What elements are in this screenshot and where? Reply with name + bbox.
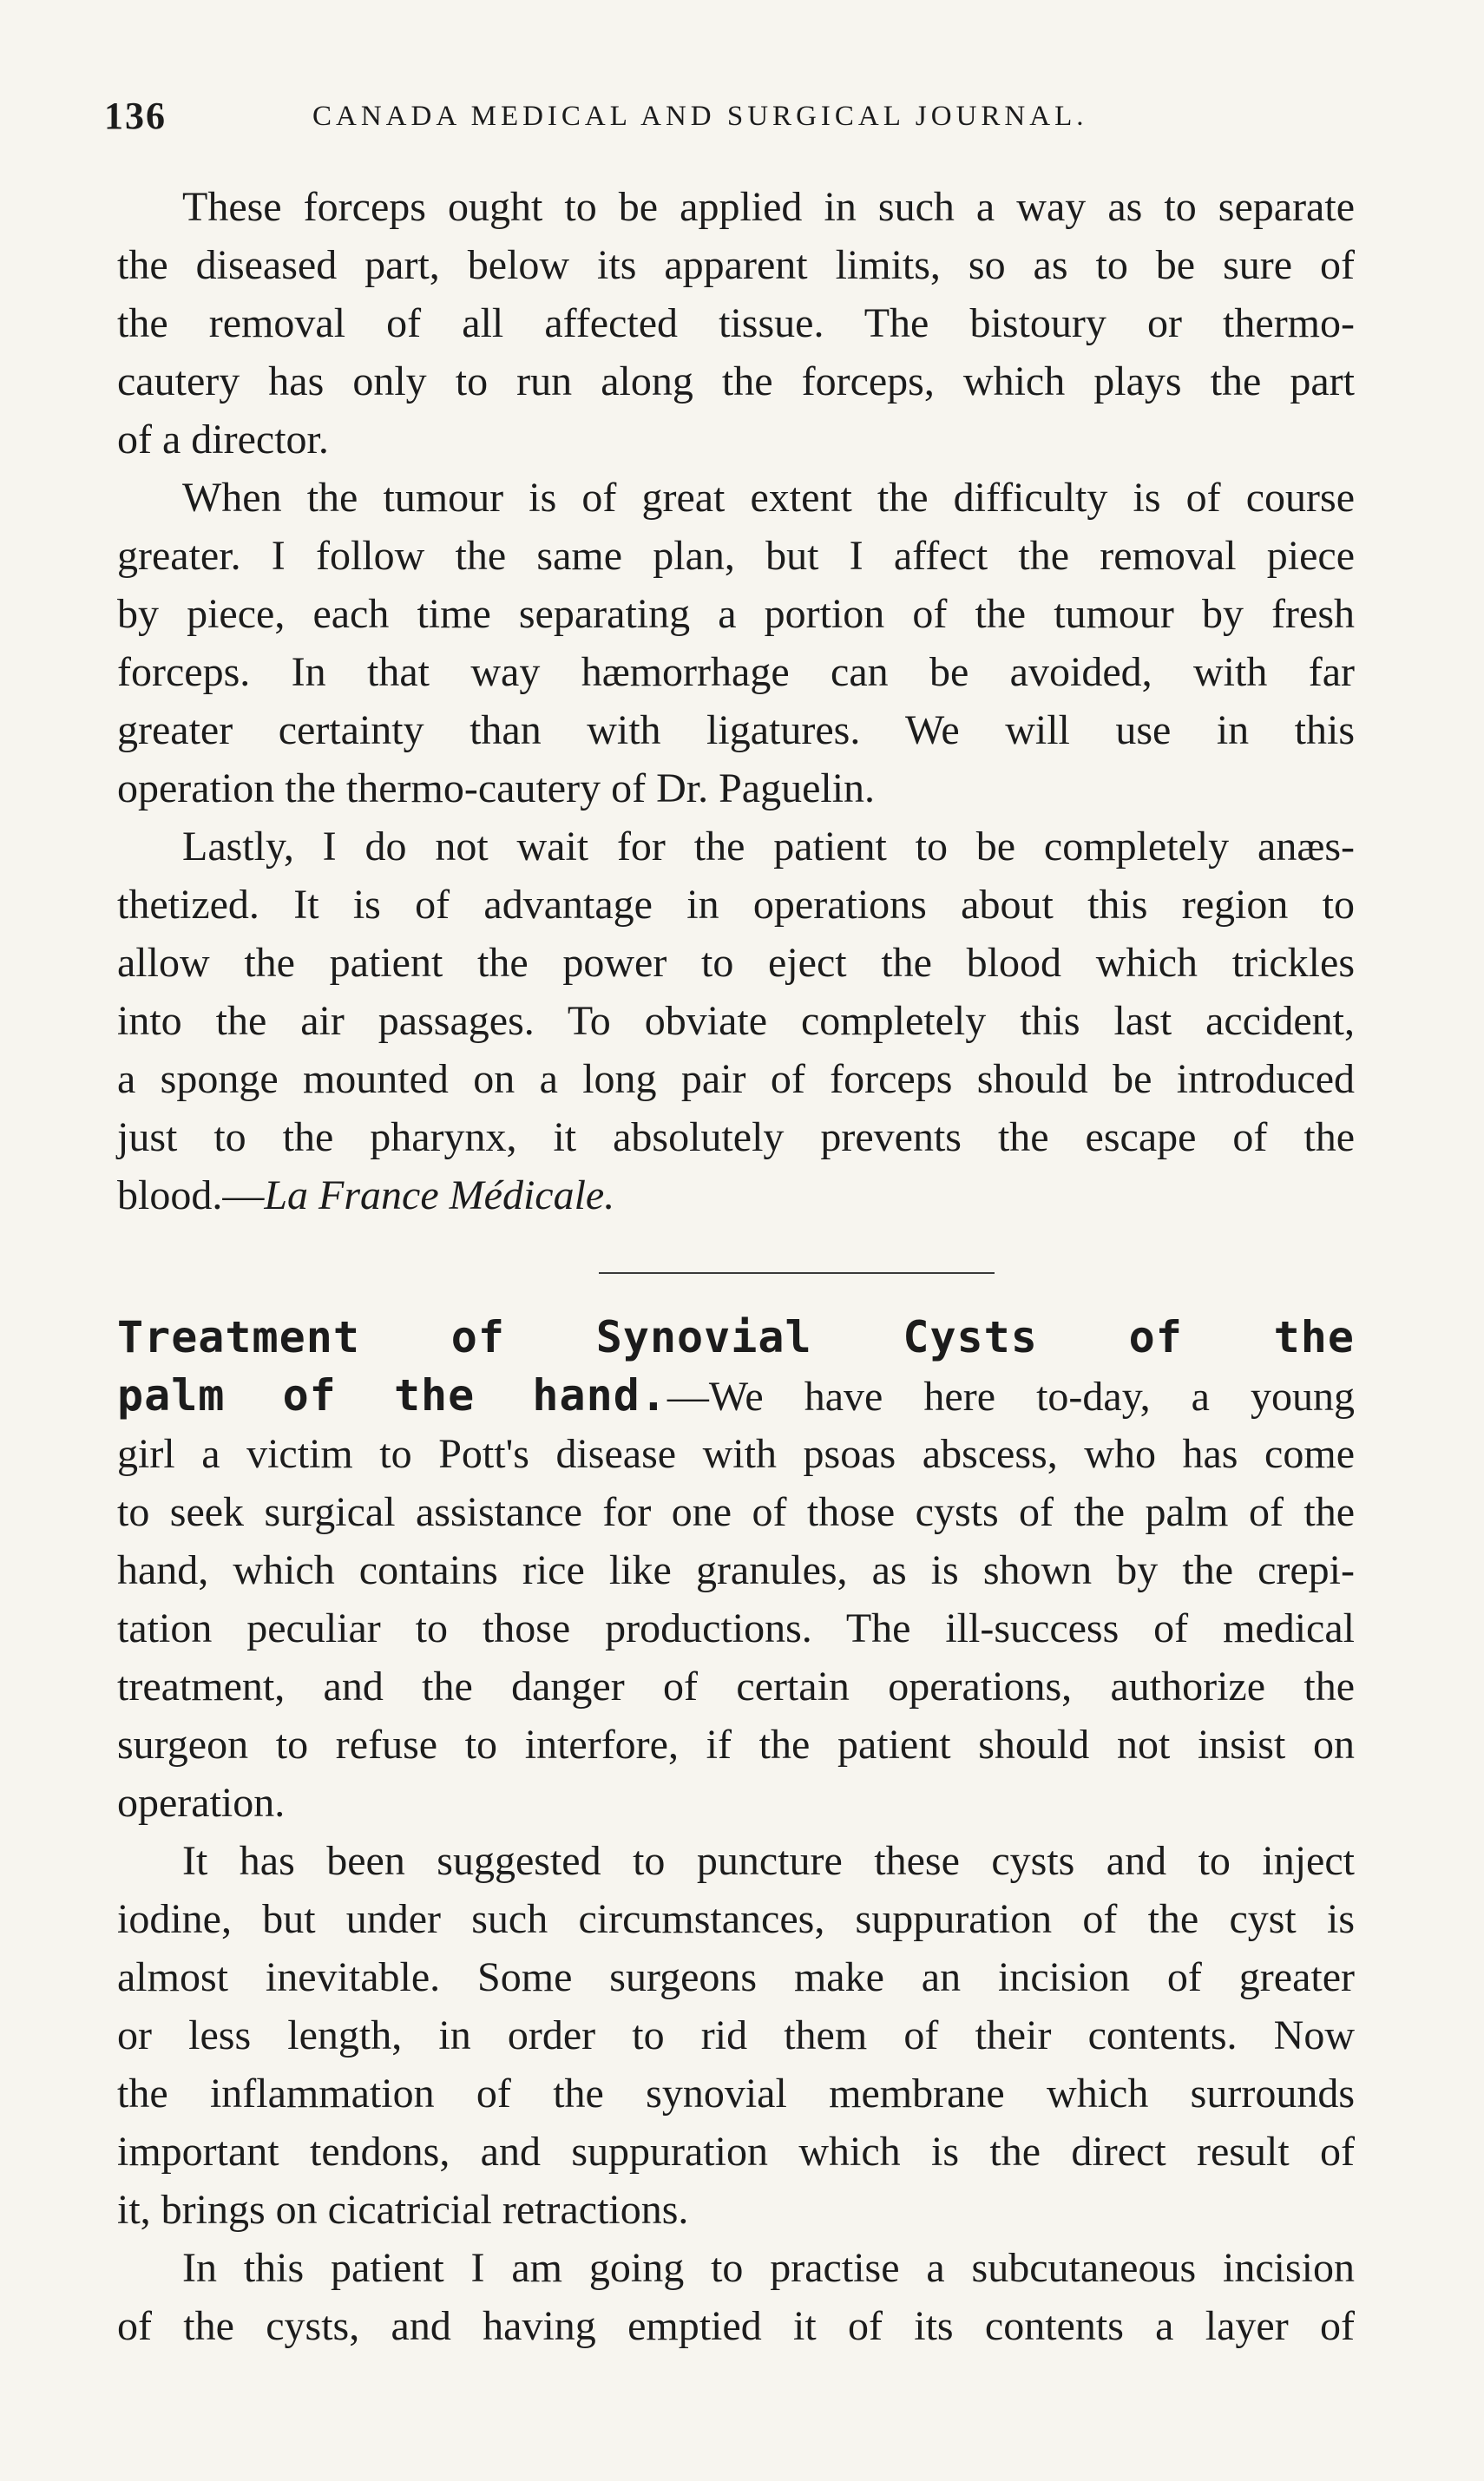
text-line: into the air passages. To obviate completely this last accident, <box>117 998 1355 1044</box>
heading-continuation-line <box>117 1367 1355 1425</box>
text-line: a sponge mounted on a long pair of forceps should be introduced <box>117 1056 1355 1102</box>
text-line: greater certainty than with ligatures. We will use in this <box>117 707 1355 753</box>
text-line: girl a victim to Pott's disease with psoas abscess, who has come <box>117 1431 1355 1477</box>
text-line: In this patient I am going to practise a subcutaneous incision <box>182 2245 1355 2291</box>
text-line: to seek surgical assistance for one of those cysts of the palm of the <box>117 1489 1355 1535</box>
text-line: cautery has only to run along the forceps, which plays the part <box>117 358 1355 404</box>
text-line: greater. I follow the same plan, but I affect the removal piece <box>117 533 1355 579</box>
section-divider <box>599 1272 995 1274</box>
text-line: tation peculiar to those productions. The ill-success of medical <box>117 1605 1355 1651</box>
synovial-cysts-section <box>117 1309 1355 2355</box>
text-line: important tendons, and suppuration which is the direct result of <box>117 2129 1355 2175</box>
section-heading <box>117 1309 1355 1367</box>
heading-text-line2: palm of the hand. <box>117 1370 667 1421</box>
source-line <box>117 1166 1355 1224</box>
text-line: forceps. In that way hæmorrhage can be avoided, with far <box>117 649 1355 695</box>
text-line: treatment, and the danger of certain operations, authorize the <box>117 1664 1355 1710</box>
text-line: When the tumour is of great extent the difficulty is of course <box>182 475 1355 521</box>
heading-text-line1: Treatment of Synovial Cysts of the <box>117 1312 1355 1362</box>
text-line: hand, which contains rice like granules, as is shown by the crepi- <box>117 1547 1355 1593</box>
text-line: iodine, but under such circumstances, suppuration of the cyst is <box>117 1896 1355 1942</box>
text-line: the diseased part, below its apparent limits, so as to be sure of <box>117 242 1355 288</box>
text-line: operation. <box>117 1780 286 1826</box>
text-line: just to the pharynx, it absolutely prevents the escape of the <box>117 1114 1355 1160</box>
text-line: by piece, each time separating a portion of the tumour by fresh <box>117 591 1355 637</box>
running-head: CANADA MEDICAL AND SURGICAL JOURNAL. <box>312 101 1088 132</box>
text-line: These forceps ought to be applied in such a way as to separate <box>182 184 1355 230</box>
article-end-text <box>117 178 1355 1224</box>
text-line: thetized. It is of advantage in operations about this region to <box>117 882 1355 928</box>
heading-line-rest: —We have here to-day, a young <box>666 1374 1355 1420</box>
text-line: or less length, in order to rid them of their contents. Now <box>117 2012 1355 2058</box>
page-number: 136 <box>104 95 167 137</box>
page-header <box>104 94 1354 146</box>
source-prefix: blood.— <box>117 1172 265 1218</box>
text-line: it, brings on cicatricial retractions. <box>117 2187 689 2233</box>
text-line: the inflammation of the synovial membrane which surrounds <box>117 2071 1355 2117</box>
source-citation: La France Médicale. <box>264 1172 615 1218</box>
text-line: of a director. <box>117 417 329 463</box>
text-line: the removal of all affected tissue. The bistoury or thermo- <box>117 300 1355 346</box>
text-line: allow the patient the power to eject the blood which trickles <box>117 940 1355 986</box>
text-line: operation the thermo-cautery of Dr. Paguelin. <box>117 765 876 811</box>
text-line: Lastly, I do not wait for the patient to be completely anæs- <box>182 824 1355 870</box>
text-line: surgeon to refuse to interfore, if the patient should not insist on <box>117 1722 1355 1768</box>
text-line: of the cysts, and having emptied it of its contents a layer of <box>117 2303 1355 2349</box>
text-line: It has been suggested to puncture these cysts and to inject <box>182 1838 1355 1884</box>
text-line: almost inevitable. Some surgeons make an incision of greater <box>117 1954 1355 2000</box>
